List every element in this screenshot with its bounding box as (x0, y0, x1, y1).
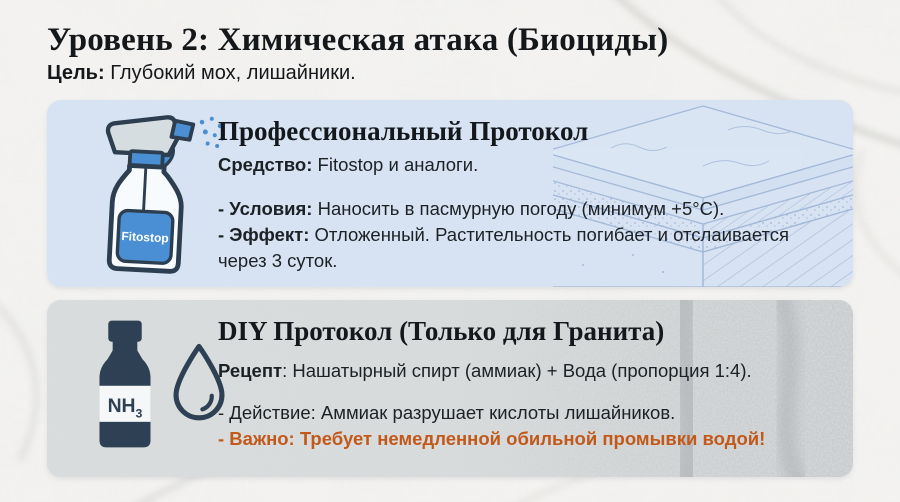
diy-action-line: - Действие: Аммиак разрушает кислоты лишайников. (218, 402, 676, 423)
pro-conditions-label: - Условия: (218, 198, 313, 219)
pro-effect-label: - Эффект: (218, 224, 310, 245)
pro-card-title: Профессиональный Протокол (218, 116, 589, 146)
diy-protocol-card (47, 300, 853, 477)
diy-recipe-line (218, 358, 752, 384)
pro-effect-text-2: через 3 суток. (218, 250, 338, 271)
diy-warning-line: - Важно: Требует немедленной обильной промывки водой! (218, 428, 766, 449)
professional-protocol-card (47, 100, 853, 287)
ammonia-bottle-label: $NH_3$ (107, 395, 143, 421)
goal-line (47, 62, 356, 85)
diy-recipe-text: : Нашатырный спирт (аммиак) + Вода (пропорция 1:4). (282, 360, 752, 381)
ammonia-bottle-icon (75, 318, 175, 450)
pro-conditions-text: Наносить в пасмурную погоду (минимум +5°C). (312, 198, 725, 219)
goal-label: Цель: (47, 62, 105, 84)
pro-effect-line (218, 222, 853, 274)
pro-conditions-line (218, 196, 724, 222)
pro-agent-label: Средство: (218, 154, 313, 175)
pro-agent-line (218, 152, 478, 178)
spray-bottle-icon (77, 110, 227, 278)
pro-effect-text: Отложенный. Растительность погибает и отслаивается (309, 224, 790, 245)
spray-bottle-label: Fitostop (121, 228, 170, 246)
pro-agent-text: Fitostop и аналоги. (312, 154, 479, 175)
diy-card-title: DIY Протокол (Только для Гранита) (218, 316, 665, 346)
page-title: Уровень 2: Химическая атака (Биоциды) (47, 22, 669, 58)
diy-recipe-label: Рецепт (218, 360, 283, 381)
goal-text: Глубокий мох, лишайники. (104, 62, 356, 84)
